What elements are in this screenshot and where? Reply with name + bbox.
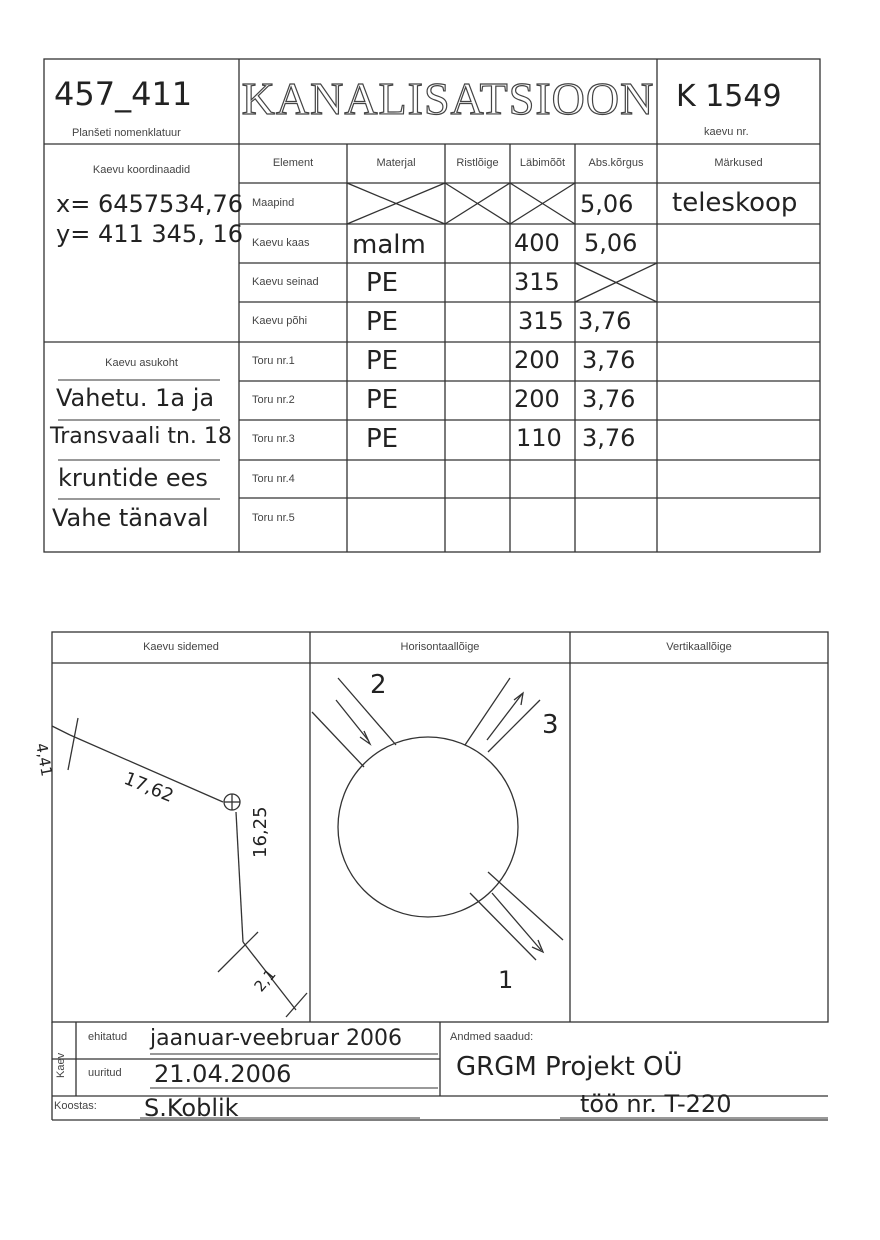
data-source-label: Andmed saadud: [450, 1031, 534, 1043]
row-element: Toru nr.4 [252, 473, 295, 485]
row-material: PE [366, 385, 399, 415]
row-material: PE [366, 268, 399, 298]
row-elevation: 3,76 [582, 346, 636, 374]
col-header-element: Element [272, 157, 314, 169]
location-label: Kaevu asukoht [105, 357, 178, 369]
row-material: PE [366, 307, 399, 337]
tie-label: 4,41 [32, 741, 56, 778]
row-element: Kaevu põhi [252, 315, 308, 327]
row-elevation: 3,76 [582, 424, 636, 452]
col-header-diameter: Läbimõõt [519, 157, 566, 169]
row-diameter: 400 [514, 229, 560, 257]
well-number-label: kaevu nr. [704, 126, 749, 138]
job-number: töö nr. T-220 [580, 1090, 732, 1118]
page-title: KANALISATSIOON [241, 73, 655, 124]
row-diameter: 200 [514, 385, 560, 413]
row-material: malm [352, 230, 426, 260]
well-number: K 1549 [676, 79, 782, 114]
tie-label: 2,1 [250, 965, 280, 996]
compiled-label: Koostas: [54, 1100, 97, 1112]
location-line: Vahe tänaval [52, 504, 209, 532]
surveyed-label: uuritud [88, 1067, 122, 1079]
row-elevation: 5,06 [584, 229, 638, 257]
footer-group-label: Kaev [55, 1052, 67, 1078]
built-label: ehitatud [88, 1031, 128, 1043]
row-diameter: 315 [518, 307, 564, 335]
col-header-notes: Märkused [714, 157, 763, 169]
row-elevation: 3,76 [582, 385, 636, 413]
diagram-header-ties: Kaevu sidemed [143, 641, 219, 653]
row-material: PE [366, 424, 399, 454]
row-element: Toru nr.1 [252, 355, 295, 367]
row-elevation: 3,76 [578, 307, 632, 335]
tie-label: 17,62 [120, 768, 177, 807]
coords-label: Kaevu koordinaadid [92, 164, 191, 176]
row-diameter: 110 [516, 424, 562, 452]
location-line: Vahetu. 1a ja [56, 384, 215, 412]
col-header-elevation: Abs.kõrgus [588, 157, 644, 169]
row-diameter: 315 [514, 268, 560, 296]
row-element: Kaevu seinad [252, 276, 319, 288]
coord-x: x= 6457534,76 [56, 190, 243, 218]
compiled-value: S.Koblik [144, 1094, 239, 1122]
col-header-cross-section: Ristlõige [456, 157, 499, 169]
location-line: kruntide ees [58, 464, 208, 492]
pipe-number: 3 [542, 710, 559, 740]
row-elevation: 5,06 [580, 190, 634, 218]
location-line: Transvaali tn. 18 [50, 424, 232, 449]
tie-label: 16,25 [250, 806, 271, 858]
built-value: jaanuar-veebruar 2006 [150, 1026, 402, 1051]
row-element: Toru nr.3 [252, 433, 295, 445]
coord-y: y= 411 345, 16 [56, 220, 243, 248]
surveyed-value: 21.04.2006 [154, 1060, 292, 1088]
diagram-header-horizontal: Horisontaallõige [400, 641, 480, 653]
pipe-number: 2 [370, 670, 387, 700]
diagram-header-vertical: Vertikaallõige [666, 641, 732, 653]
col-header-material: Materjal [376, 157, 416, 169]
row-element: Toru nr.5 [252, 512, 295, 524]
pipe-number: 1 [498, 966, 514, 994]
row-element: Toru nr.2 [252, 394, 295, 406]
row-material: PE [366, 346, 399, 376]
data-source-value: GRGM Projekt OÜ [456, 1052, 683, 1082]
row-diameter: 200 [514, 346, 560, 374]
nomenclature-label: Planšeti nomenklatuur [72, 127, 181, 139]
row-notes: teleskoop [672, 188, 798, 218]
row-element: Maapind [252, 197, 295, 209]
nomenclature-value: 457_411 [54, 75, 193, 113]
row-element: Kaevu kaas [252, 237, 310, 249]
